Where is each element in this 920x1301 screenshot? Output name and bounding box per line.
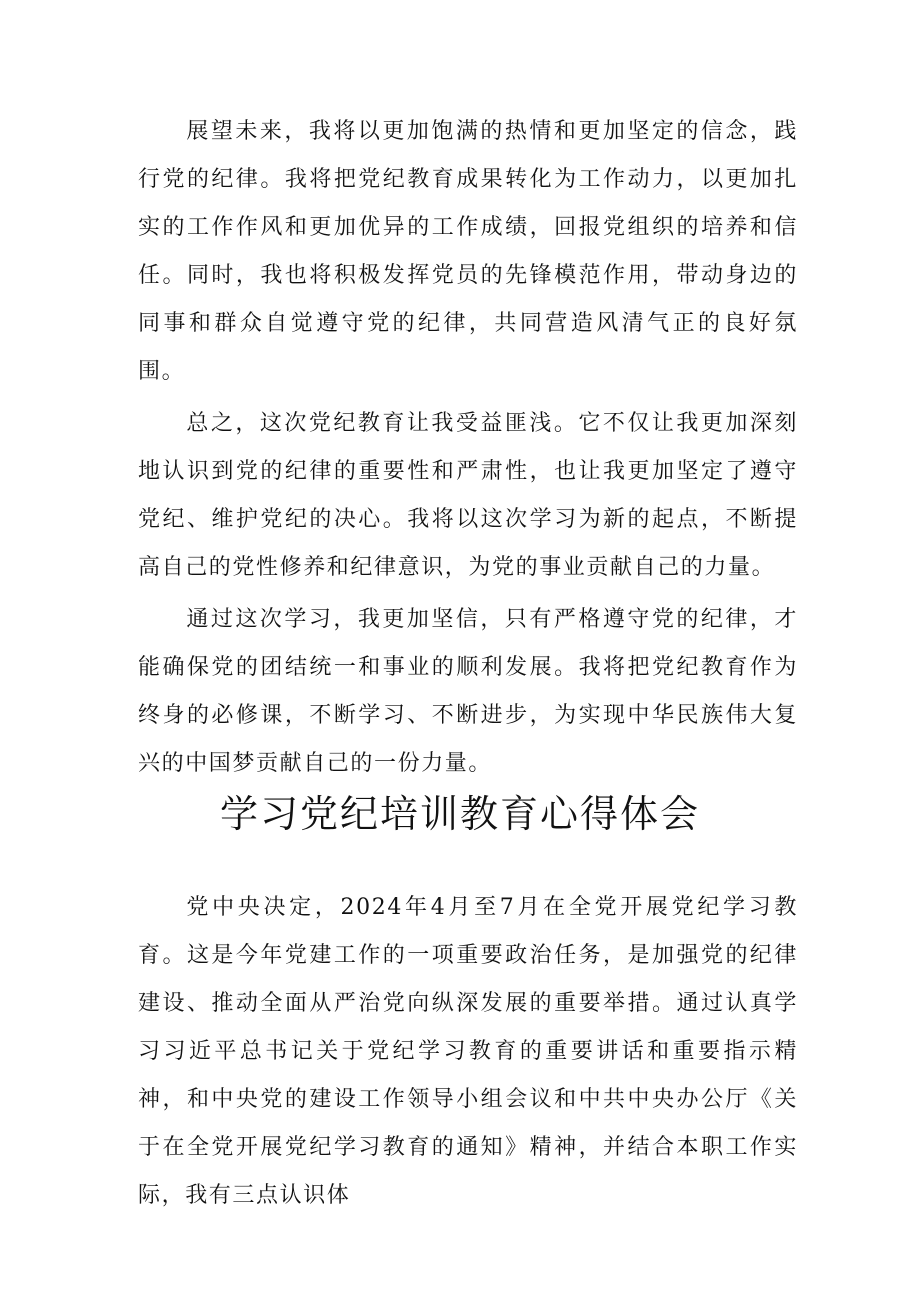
paragraph-intro: 党中央决定，2024年4月至7月在全党开展党纪学习教育。这是今年党建工作的一项重要政治任务，是加强党的纪律建设、推动全面从严治党向纵深发展的重要举措。通过认真学习习近平总书记关于党纪学习教育的重要讲话和重要指示精神，和中央党的建设工作领导小组会议和中共中央办公厅《关于在全党开展党纪学习教育的通知》精神，并结合本职工作实际，我有三点认识体 (138, 895, 798, 1208)
article-title: 学习党纪培训教育心得体会 (219, 792, 700, 836)
paragraph-outlook: 展望未来，我将以更加饱满的热情和更加坚定的信念，践行党的纪律。我将把党纪教育成果转化为工作动力，以更加扎实的工作作风和更加优异的工作成绩，回报党组织的培养和信任。同时，我也将积极发挥党员的先锋模范作用，带动身边的同事和群众自觉遵守党的纪律，共同营造风清气正的良好氛围。 (138, 119, 798, 384)
paragraph-conviction: 通过这次学习，我更加坚信，只有严格遵守党的纪律，才能确保党的团结统一和事业的顺利发展。我将把党纪教育作为终身的必修课，不断学习、不断进步，为实现中华民族伟大复兴的中国梦贡献自己的一份力量。 (138, 607, 798, 776)
paragraph-summary: 总之，这次党纪教育让我受益匪浅。它不仅让我更加深刻地认识到党的纪律的重要性和严肃性，也让我更加坚定了遵守党纪、维护党纪的决心。我将以这次学习为新的起点，不断提高自己的党性修养和纪律意识，为党的事业贡献自己的力量。 (138, 411, 798, 580)
article-body (138, 884, 798, 1224)
continued-section (138, 108, 798, 792)
